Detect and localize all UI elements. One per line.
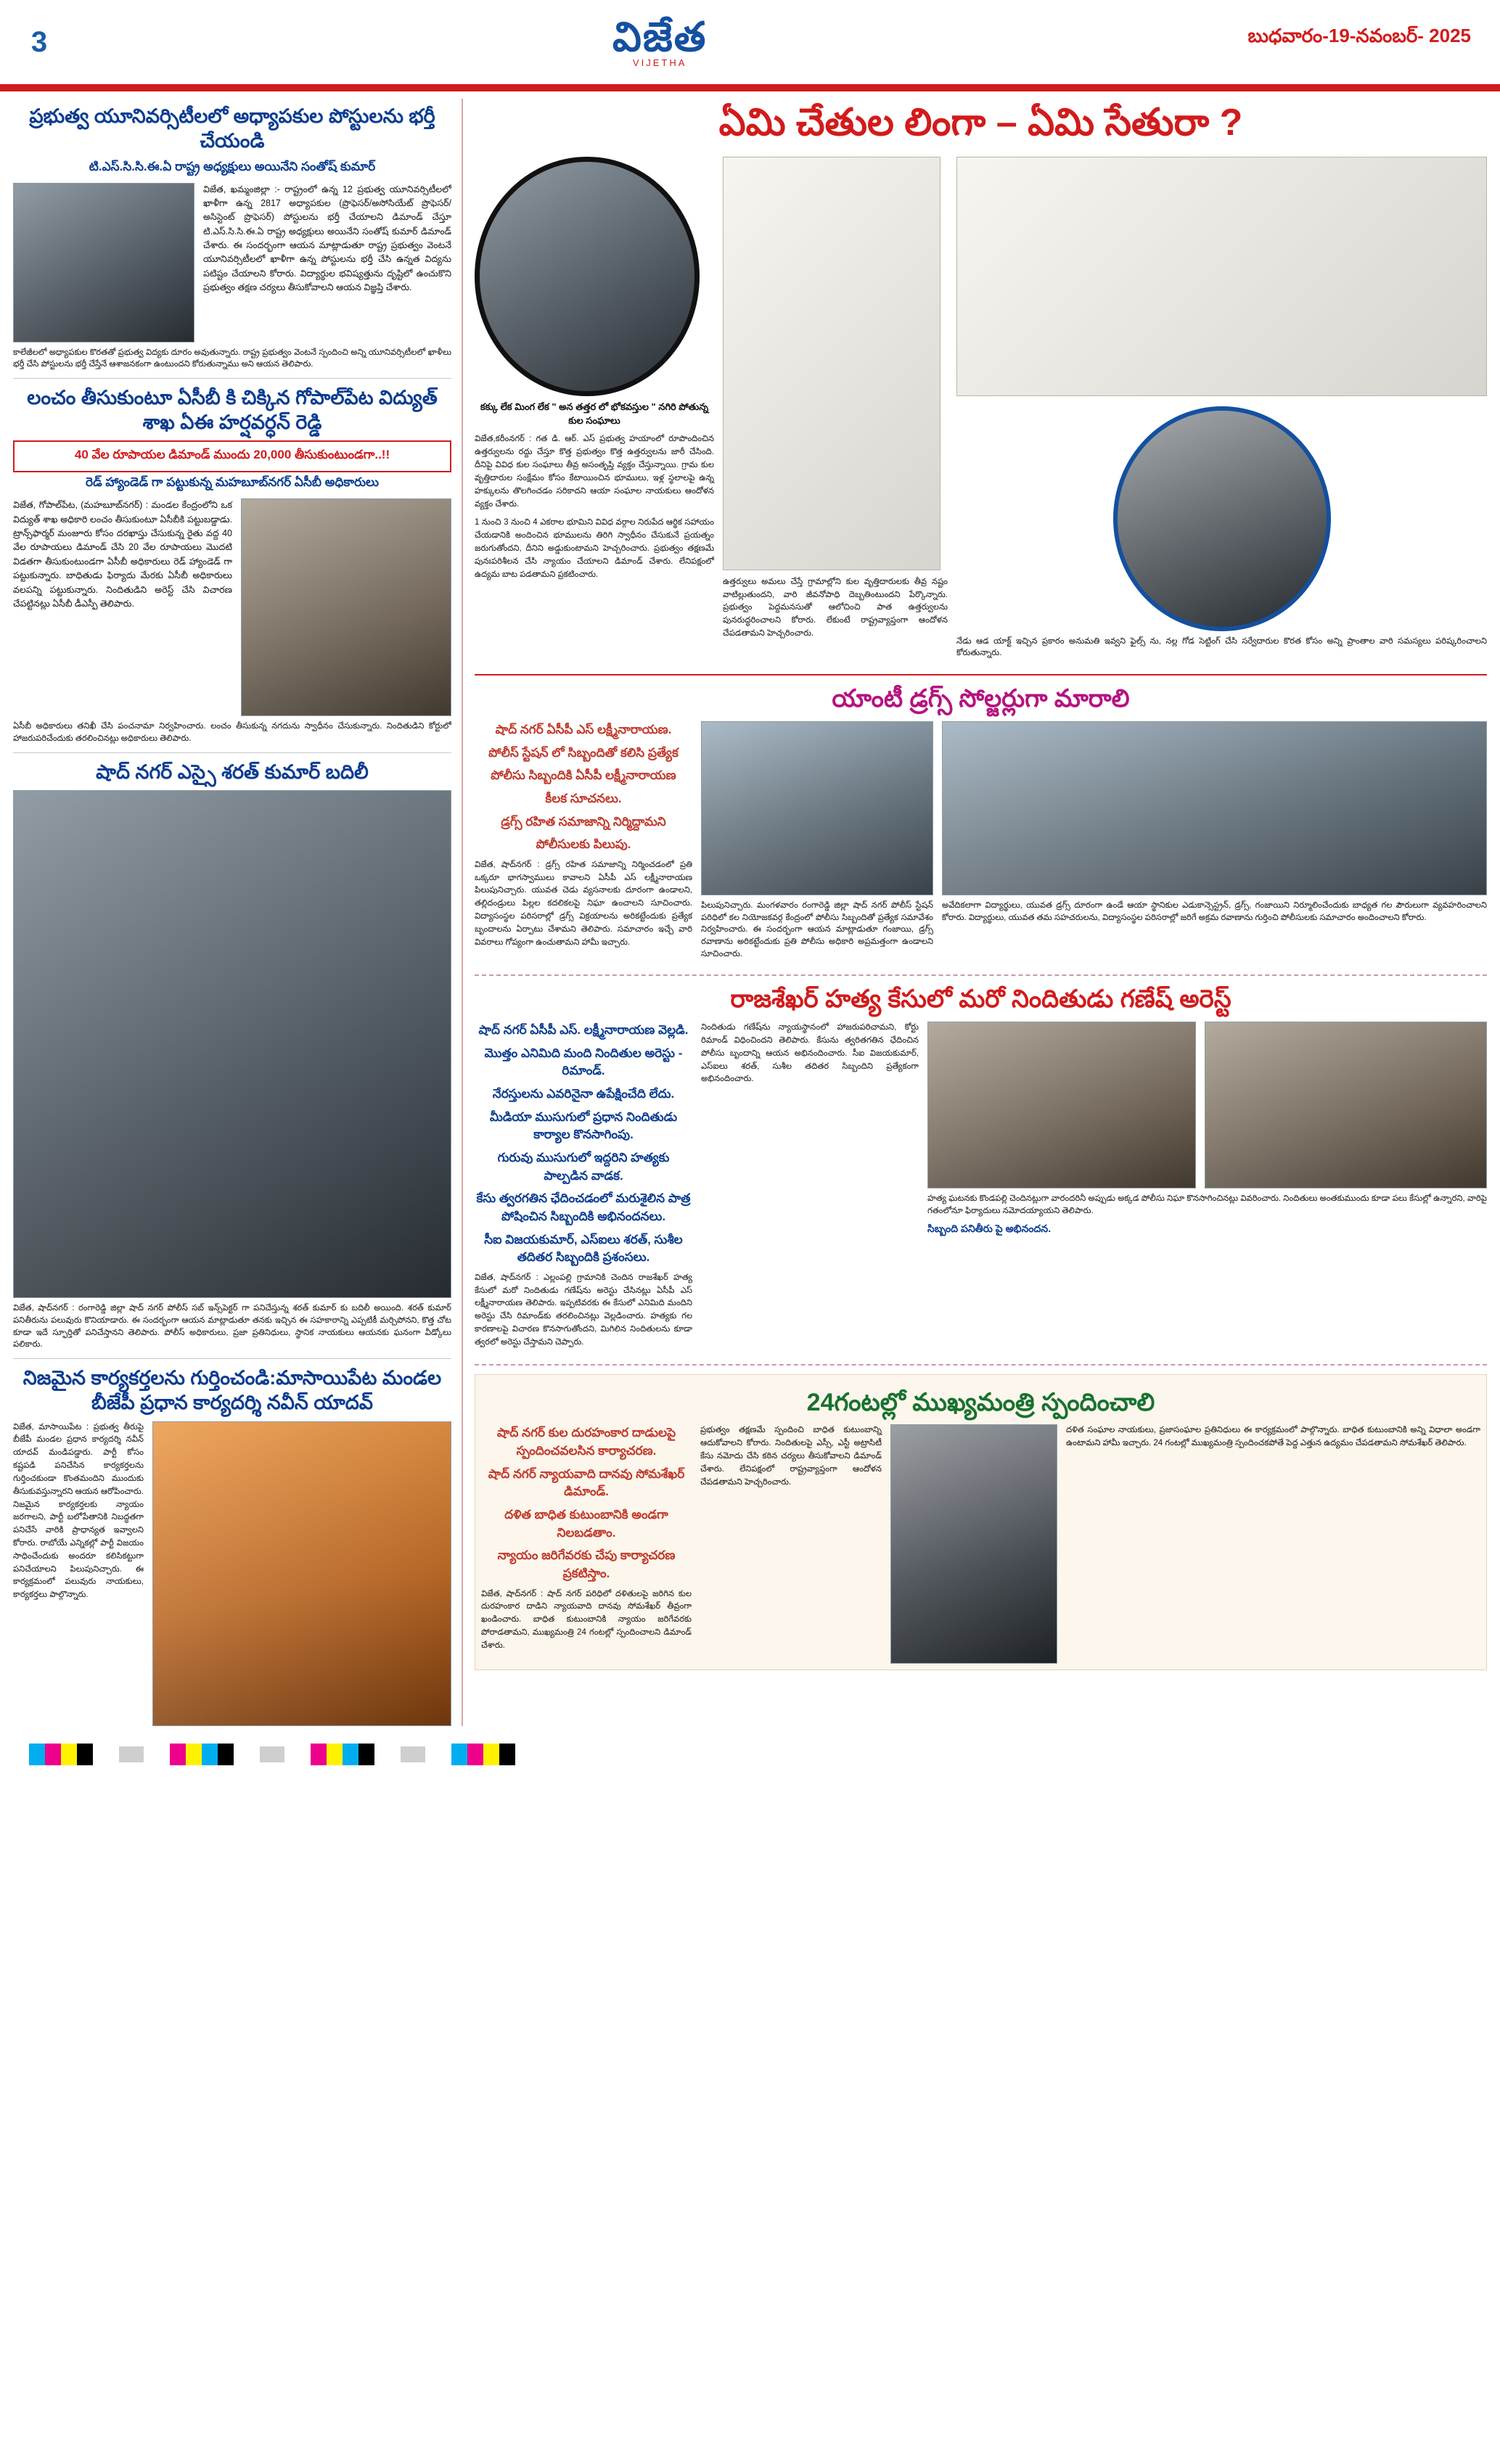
swatch-yellow bbox=[327, 1744, 343, 1765]
article-caption: విజేత, షాద్‌నగర్ : రంగారెడ్డి జిల్లా షాద్ నగర్ పోలీస్ సబ్ ఇన్స్‌పెక్టర్ గా పనిచేస్తున్న శరత్ కుమార్ కు బదిలీ అయింది. శరత్ కుమార్ పనితీరును పలువురు కొనియాడారు. ఈ సందర్భంగా ఆయన మాట్లాడుతూ తనకు ఇచ్చిన ఈ సహకారాన్ని ఎప్పటికీ మర్చిపోనని, కొత్త చోట కూడా ఇదే స్ఫూర్తితో పనిచేస్తానని తెలిపారు. పోలీస్ అధికారులు, ప్రజా ప్రతినిధులు, స్థానిక నాయకులు ఆయనకు ఘనంగా వీడ్కోలు పలికారు. bbox=[13, 1304, 451, 1350]
swatch-cyan bbox=[451, 1744, 467, 1765]
swatch-magenta bbox=[170, 1744, 186, 1765]
page-content bbox=[0, 91, 1500, 1726]
swatch-black bbox=[77, 1744, 93, 1765]
swatch-group-1 bbox=[29, 1744, 93, 1765]
article-headline: ప్రభుత్వ యూనివర్సిటీలలో అధ్యాపకుల పోస్టులను భర్తీ చేయండి bbox=[29, 105, 435, 152]
bullet-item: మీడియా ముసుగులో ప్రధాన నిందితుడు కార్యాల కొనసాగింపు. bbox=[489, 1109, 678, 1142]
swatch-black bbox=[358, 1744, 374, 1765]
officer-portrait-photo bbox=[13, 183, 194, 342]
article-bullet-list bbox=[481, 1424, 692, 1582]
swatch-gray bbox=[260, 1746, 284, 1762]
lead-portrait-circle-photo bbox=[475, 157, 700, 396]
article-caption: ఏసీబీ అధికారులు తనిఖీ చేసి పంచనామా నిర్వహించారు. లంచం తీసుకున్న నగదును స్వాధీనం చేసుకున్నారు. నిందితుడిని కోర్టులో హాజరుపరిచేందుకు తరలించినట్లు అధికారులు తెలిపారు. bbox=[13, 722, 451, 744]
divider bbox=[13, 378, 451, 379]
bullet-item: షాద్ నగర్ న్యాయవాది దానవు సోమశేఖర్ డిమాండ్. bbox=[488, 1466, 685, 1499]
article-headline: రాజశేఖర్ హత్య కేసులో మరో నిందితుడు గణేష్ అరెస్ట్ bbox=[730, 985, 1231, 1014]
bullet-item: షాద్ నగర్ ఏసీపీ ఎస్ లక్ష్మీనారాయణ. bbox=[495, 722, 672, 736]
lead-body-3: ఉత్తర్వులు అమలు చేస్తే గ్రామాల్లోని కుల వృత్తిదారులకు తీవ్ర నష్టం వాటిల్లుతుందని, వారి జీవనోపాధి దెబ్బతింటుందని పేర్కొన్నారు. ప్రభుత్వం పెద్దమనసుతో ఆలోచించి పాత ఉత్తర్వులను పునరుద్ధరించాలని కోరారు. లేకుంటే రాష్ట్రవ్యాప్తంగా ఆందోళన చేపడతామని హెచ్చరించారు. bbox=[723, 577, 948, 638]
bullet-item: నేరస్తులను ఎవరినైనా ఉపేక్షించేది లేదు. bbox=[492, 1087, 675, 1101]
bullet-item: కీలక సూచనలు. bbox=[545, 791, 622, 805]
swatch-cyan bbox=[202, 1744, 218, 1765]
bjp-leader-portrait-photo bbox=[152, 1421, 451, 1726]
bullet-item: షాద్ నగర్ ఏసీపీ ఎస్. లక్ష్మీనారాయణ వెల్లడి. bbox=[478, 1023, 689, 1038]
swatch-yellow bbox=[186, 1744, 202, 1765]
advocate-portrait-photo bbox=[890, 1424, 1057, 1664]
article-body: విజేత, షాద్‌నగర్ : షాద్ నగర్ పరిధిలో దళితులపై జరిగిన కుల దురహంకార దాడిని న్యాయవాది దానవు సోమశేఖర్ తీవ్రంగా ఖండించారు. బాధిత కుటుంబానికి న్యాయం జరిగేవరకు పోరాడతామని, ముఖ్యమంత్రి 24 గంటల్లో స్పందించాలని డిమాండ్ చేశారు. bbox=[481, 1589, 692, 1650]
article-lead-kula-sanghalu bbox=[475, 102, 1487, 665]
swatch-magenta bbox=[45, 1744, 61, 1765]
police-street-photo bbox=[701, 721, 933, 895]
article-headline: యాంటీ డ్రగ్స్ సోల్జర్లుగా మారాలి bbox=[832, 685, 1130, 713]
article-caption: కాలేజీలలో అధ్యాపకుల కొరతతో ప్రభుత్వ విద్యకు దూరం అవుతున్నారు. రాష్ట్ర ప్రభుత్వం వెంటనే స్పందించి అన్ని యూనివర్సిటీలలో ఖాళీలు భర్తీ చేసి పోస్టులను భర్తీ చేస్తేనే ఆశాజనకంగా ఉంటుందని కోరుతున్నాము అని ఆయన తెలిపారు. bbox=[13, 348, 451, 369]
article-subhead: సిబ్బంది పనితీరు పై అభినందన. bbox=[927, 1223, 1052, 1235]
lead-photo-caption: కక్కు లేక మింగ లేక " అన తత్తర లో భోకవస్తుల " నగిరి పోతున్న కుల సంఘాలు bbox=[480, 401, 709, 426]
article-murder-arrest bbox=[475, 985, 1487, 1355]
swatch-black bbox=[218, 1744, 234, 1765]
government-table-document-photo bbox=[956, 157, 1487, 396]
acb-arrest-photo bbox=[241, 498, 451, 716]
bullet-item: షాద్ నగర్ కుల దురహంకార దాడులపై స్పందించవలసిన కార్యాచరణ. bbox=[496, 1426, 676, 1458]
article-caption: పిలుపునిచ్చారు. మంగళవారం రంగారెడ్డి జిల్లా షాద్ నగర్ పోలీస్ స్టేషన్ పరిధిలో కల నియోజకవర్గ కేంద్రంలో పోలీసు సిబ్బందితో ప్రత్యేక సమావేశం నిర్వహించారు. ఈ సందర్భంగా ఆయన మాట్లాడుతూ గంజాయి, డ్రగ్స్ రవాణాను అరికట్టేందుకు ప్రతి పోలీసు అధికారి అప్రమత్తంగా ఉండాలని సూచించారు. bbox=[701, 900, 933, 958]
swatch-group-4 bbox=[451, 1744, 515, 1765]
article-subhead: 40 వేల రూపాయల డిమాండ్ ముందు 20,000 తీసుకుంటుండగా..!! bbox=[74, 448, 390, 462]
swatch-group-3 bbox=[311, 1744, 374, 1765]
bullet-item: న్యాయం జరిగేవరకు చేపు కార్యాచరణ ప్రకటిస్తాం. bbox=[497, 1548, 676, 1580]
article-bullet-list bbox=[475, 1022, 692, 1267]
article-body: విజేత, షాద్‌నగర్ : ఎల్లంపల్లి గ్రామానికి చెందిన రాజశేఖర్ హత్య కేసులో మరో నిందితుడు గణేష్‌ను అరెస్టు చేసినట్లు ఏసీపీ ఎస్ లక్ష్మీనారాయణ తెలిపారు. ఇప్పటివరకు ఈ కేసులో ఎనిమిది మందిని అరెస్టు చేసి రిమాండ్‌కు తరలించినట్లు వెల్లడించారు. హత్యకు గల కారణాలపై విచారణ కొనసాగుతోందని, మిగిలిన నిందితులను కూడా త్వరలో అరెస్టు చేస్తామని చెప్పారు. bbox=[475, 1273, 692, 1347]
bullet-item: పోలీస్ స్టేషన్ లో సిబ్బందితో కలిసి ప్రత్యేక bbox=[488, 745, 679, 760]
lead-body-2: 1 నుంచి 3 నుంచి 4 ఎకరాల భూమిని వివిధ వర్గాల నిరుపేద ఆర్థిక సహాయం చేయడానికి అందించిన భూములను తిరిగి స్వాధీనం చేసుకునే ప్రయత్నం జరుగుతోందని, దీనిని అడ్డుకుంటామని హెచ్చరించారు. ప్రభుత్వం తక్షణమే పునఃపరిశీలన చేసి న్యాయం చేయాలని డిమాండ్ చేశారు. లేనిపక్షంలో ఉద్యమ బాట పడతామని ప్రకటించారు. bbox=[475, 518, 714, 579]
article-body-3: దళిత సంఘాల నాయకులు, ప్రజాసంఘాల ప్రతినిధులు ఈ కార్యక్రమంలో పాల్గొన్నారు. బాధిత కుటుంబానికి అన్ని విధాలా అండగా ఉంటామని హామీ ఇచ్చారు. 24 గంటల్లో ముఖ్యమంత్రి స్పందించకపోతే పెద్ద ఎత్తున ఉద్యమం చేపడతామని సోమశేఖర్ తెలిపారు. bbox=[1066, 1426, 1480, 1448]
article-anti-drugs bbox=[475, 684, 1487, 966]
divider bbox=[475, 674, 1487, 675]
swatch-cyan bbox=[343, 1744, 358, 1765]
article-university-posts bbox=[13, 104, 451, 371]
lead-body-1: విజేత,కరీంనగర్ : గత డి. ఆర్. ఎస్ ప్రభుత్వ హయాంలో రూపొందించిన ఉత్తర్వులను రద్దు చేస్తూ కొత్త ప్రభుత్వం కొత్త ఉత్తర్వులను జారీ చేసింది. దీనిపై వివిధ కుల సంఘాలు తీవ్ర అసంతృప్తి వ్యక్తం చేస్తున్నాయి. గ్రామ కుల వృత్తిదారుల సంక్షేమం కోసం కేటాయించిన భూములు, ఇళ్ల స్థలాలపై ఉన్న హక్కులను తొలగించడం సరికాదని ఆయా సంఘాల నాయకులు ఆందోళన వ్యక్తం చేశారు. bbox=[475, 435, 714, 509]
bullet-item: పోలీసులకు పిలుపు. bbox=[536, 837, 631, 852]
swatch-yellow bbox=[61, 1744, 77, 1765]
divider bbox=[475, 974, 1487, 976]
article-si-transfer bbox=[13, 760, 451, 1351]
publication-date: బుధవారం-19-నవంబర్- 2025 bbox=[1247, 25, 1471, 46]
government-order-document-photo bbox=[723, 157, 940, 570]
article-body-2: నిందితుడు గణేష్‌ను న్యాయస్థానంలో హాజరుపరిచామని, కోర్టు రిమాండ్ విధించిందని తెలిపారు. కేసును త్వరితగతిన ఛేదించిన పోలీసు బృందాన్ని ఆయన అభినందించారు. సీఐ విజయకుమార్, ఎస్ఐలు శరత్, సుశీల తదితర సిబ్బందిని ప్రత్యేకంగా అభినందించారు. bbox=[701, 1023, 919, 1084]
article-caption: హత్య ఘటనకు కొండపల్లి చెందినట్లుగా వారందరినీ అప్పుడు అక్కడ పోలీసు నిఘా కొనసాగించినట్లు వివరించారు. నిందితులు అంతకుముందు కూడా పలు కేసుల్లో ఉన్నారని, వారిపై గతంలోనూ ఫిర్యాదులు నమోదయ్యాయని తెలిపారు. bbox=[927, 1194, 1487, 1215]
lead-right-caption: నేడు ఆడ యాక్ట్ ఇచ్చిన ప్రకారం అనుమతి ఇవ్వని ఫైల్స్ ను, నల్ల గోడ సెట్టింగ్ చేసి సర్వేదారుల కొరత కోసం అన్ని ప్రాంతాల వారి సమస్యలు పరిష్కరించాలని కోరుతున్నారు. bbox=[956, 636, 1487, 658]
article-body: విజేత, గోపాల్‌పేట, (మహబూబ్‌నగర్) : మండల కేంద్రంలోని ఒక విద్యుత్ శాఖ అధికారి లంచం తీసుకుంటూ ఏసీబీకి పట్టుబడ్డాడు. ట్రాన్స్‌ఫార్మర్ మంజూరు కోసం దరఖాస్తు చేసుకున్న రైతు వద్ద 40 వేల రూపాయలు డిమాండ్ చేసి 20 వేల రూపాయలు మొదటి విడతగా తీసుకుంటుండగా ఏసీబీ అధికారులు రెడ్ హ్యాండెడ్ గా పట్టుకున్నారు. బాధితుడు ఫిర్యాదు మేరకు ఏసీబీ అధికారులు వలపన్ని పట్టుకున్నారు. నిందితుడిని అరెస్ట్ చేసి విచారణ చేపట్టినట్లు ఏసీబీ డీఎస్పీ తెలిపారు. bbox=[13, 500, 232, 609]
article-bjp-leader bbox=[13, 1366, 451, 1726]
article-body-2: ప్రభుత్వం తక్షణమే స్పందించి బాధిత కుటుంబాన్ని ఆదుకోవాలని కోరారు. నిందితులపై ఎస్సీ, ఎస్టీ అట్రాసిటీ కేసు నమోదు చేసి కఠిన చర్యలు తీసుకోవాలని డిమాండ్ చేశారు. లేనిపక్షంలో రాష్ట్రవ్యాప్తంగా ఆందోళన చేపడతామని హెచ్చరించారు. bbox=[700, 1426, 882, 1487]
page-number: 3 bbox=[30, 25, 48, 58]
newspaper-logo bbox=[612, 13, 708, 68]
bullet-item: గురువు ముసుగులో ఇద్దరిని హత్యకు పాల్పడిన వాడక. bbox=[497, 1150, 670, 1183]
article-cm-demand bbox=[475, 1374, 1487, 1671]
article-headline: నిజమైన కార్యకర్తలను గుర్తించండి:మాసాయిపేట మండల బీజేపీ ప్రధాన కార్యదర్శి నవీన్ యాదవ్ bbox=[22, 1367, 442, 1413]
swatch-black bbox=[499, 1744, 515, 1765]
bullet-item: కేసు త్వరగతిన ఛేదించడంలో మరుశైలిన పాత్ర పోషించిన సిబ్బందికి అభినందనలు. bbox=[476, 1191, 691, 1223]
bullet-item: దళిత బాధిత కుటుంబానికి అండగా నిలబడతాం. bbox=[504, 1508, 668, 1540]
article-body: విజేత, మాసాయిపేట : ప్రభుత్వ తీరుపై బీజేపీ మండల ప్రధాన కార్యదర్శి నవీన్ యాదవ్ మండిపడ్డారు. పార్టీ కోసం కష్టపడి పనిచేసిన కార్యకర్తలను గుర్తించకుండా కొంతమందిని ముందుకు తీసుకువస్తున్నారని ఆయన ఆరోపించారు. నిజమైన కార్యకర్తలకు న్యాయం జరగాలని, పార్టీ బలోపేతానికి నిబద్ధతగా పనిచేసే వారికి ప్రాధాన్యత ఇవ్వాలని కోరారు. రాబోయే ఎన్నికల్లో పార్టీ విజయం సాధించేందుకు అందరూ కలిసికట్టుగా పనిచేయాలని పిలుపునిచ్చారు. ఈ కార్యక్రమంలో పలువురు నాయకులు, కార్యకర్తలు పాల్గొన్నారు. bbox=[13, 1422, 144, 1600]
article-body: విజేత, షాద్‌నగర్ : డ్రగ్స్ రహిత సమాజాన్ని నిర్మించడంలో ప్రతి ఒక్కరూ భాగస్వాములు కావాలని ఏసీపీ ఎస్ లక్ష్మీనారాయణ పిలుపునిచ్చారు. యువత చెడు వ్యసనాలకు దూరంగా ఉండాలని, తల్లిదండ్రులు పిల్లల కదలికలపై నిఘా ఉంచాలని సూచించారు. విద్యాసంస్థల పరిసరాల్లో డ్రగ్స్ విక్రయాలను అరికట్టేందుకు ప్రత్యేక బృందాలను ఏర్పాటు చేశామని తెలిపారు. సమాచారం ఇచ్చే వారి వివరాలు గోప్యంగా ఉంచుతామని హామీ ఇచ్చారు. bbox=[475, 860, 692, 947]
color-calibration-bars bbox=[0, 1733, 1500, 1780]
bullet-item: మొత్తం ఎనిమిది మంది నిందితుల అరెస్టు - రిమాండ్. bbox=[484, 1046, 683, 1078]
swatch-group-2 bbox=[170, 1744, 234, 1765]
article-headline: లంచం తీసుకుంటూ ఏసీబీ కి చిక్కిన గోపాల్‌పేట విద్యుత్ శాఖ ఏఈ హర్షవర్ధన్ రెడ్డి bbox=[27, 386, 438, 433]
article-bullet-list bbox=[475, 721, 692, 854]
article-acb-bribe bbox=[13, 386, 451, 745]
article-kicker: టి.ఎస్.సి.సి.ఈ.ఏ రాష్ట్ర అధ్యక్షులు అయినేని సంతోష్ కుమార్ bbox=[89, 159, 376, 173]
bullet-item: సీఐ విజయకుమార్, ఎస్ఐలు శరత్, సుశీల తదితర సిబ్బందికి ప్రశంసలు. bbox=[484, 1232, 683, 1265]
lead-headline: ఏమి చేతుల లింగా – ఏమి సేతురా ? bbox=[718, 102, 1243, 144]
police-bikes-photo bbox=[942, 721, 1487, 895]
left-column bbox=[13, 99, 463, 1726]
divider bbox=[475, 1364, 1487, 1366]
right-column bbox=[463, 99, 1487, 1726]
swatch-cyan bbox=[29, 1744, 45, 1765]
article-subhead-2: రెడ్ హ్యాండెడ్ గా పట్టుకున్న మహబూబ్‌నగర్ ఏసీబీ అధికారులు bbox=[86, 475, 379, 490]
bullet-item: డ్రగ్స్ రహిత సమాజాన్ని నిర్మిద్దామని bbox=[501, 814, 666, 829]
bullet-item: పోలీసు సిబ్బందికి ఏసీపీ లక్ష్మీనారాయణ bbox=[491, 768, 676, 783]
swatch-gray bbox=[401, 1746, 425, 1762]
swatch-magenta bbox=[467, 1744, 483, 1765]
masthead bbox=[0, 0, 1500, 87]
article-headline: షాద్ నగర్ ఎస్సై శరత్ కుమార్ బదిలీ bbox=[96, 760, 369, 783]
logo-subtitle: VIJETHA bbox=[632, 57, 687, 68]
press-meet-photo bbox=[927, 1022, 1196, 1188]
logo-title: విజేత bbox=[612, 13, 708, 59]
divider bbox=[13, 1358, 451, 1359]
subhead-box bbox=[13, 440, 451, 472]
man-sunglasses-circle-photo bbox=[1113, 406, 1331, 631]
article-caption-2: అవేదికలాగా విద్యార్థులు, యువత డ్రగ్స్ దూరంగా ఉండే ఆయా స్థానికుల ఎడుకాన్సెస్ట్రన్, డ్రగ్స్, గంజాయిని నిర్మూలించేందుకు బాధ్యత గల పౌరులుగా వ్యవహరించాలని కోరారు. విద్యార్థులు, యువత తమ సహచరులను, విద్యాసంస్థల పరిసరాల్లో జరిగే అక్రమ రవాణాను గుర్తించి పోలీసులకు సమాచారం అందించాలని కోరారు. bbox=[942, 900, 1487, 922]
police-officer-portrait-photo bbox=[13, 790, 451, 1298]
article-headline: 24గంటల్లో ముఖ్యమంత్రి స్పందించాలి bbox=[806, 1388, 1155, 1416]
swatch-yellow bbox=[483, 1744, 499, 1765]
article-body: విజేత, ఖమ్మంజిల్లా :- రాష్ట్రంలో ఉన్న 12 ప్రభుత్వ యూనివర్సిటీలలో ఖాళీగా ఉన్న 2817 అధ్యాపకుల (ప్రొఫెసర్/అసోసియేట్ ప్రొఫెసర్/అసిస్టెంట్ ప్రొఫెసర్) పోస్టులను భర్తీ చేయాలని డిమాండ్ చేస్తూ టి.ఎస్.సి.సి.ఈ.ఏ రాష్ట్ర అధ్యక్షులు అయినేని సంతోష్ కుమార్ డిమాండ్ చేశారు. ఈ సందర్భంగా ఆయన మాట్లాడుతూ రాష్ట్ర ప్రభుత్వం వెంటనే యూనివర్సిటీలలో ఖాళీగా ఉన్న పోస్టులను భర్తీ చేసి ఉన్నత విద్యను పటిష్టం చేయాలని కోరారు. విద్యార్థుల భవిష్యత్తును దృష్టిలో ఉంచుకొని ప్రభుత్వం తక్షణ చర్యలు తీసుకోవాలని ఆయన విజ్ఞప్తి చేశారు. bbox=[203, 184, 451, 293]
divider bbox=[13, 752, 451, 753]
swatch-gray bbox=[119, 1746, 144, 1762]
swatch-magenta bbox=[311, 1744, 327, 1765]
police-station-photo bbox=[1205, 1022, 1487, 1188]
